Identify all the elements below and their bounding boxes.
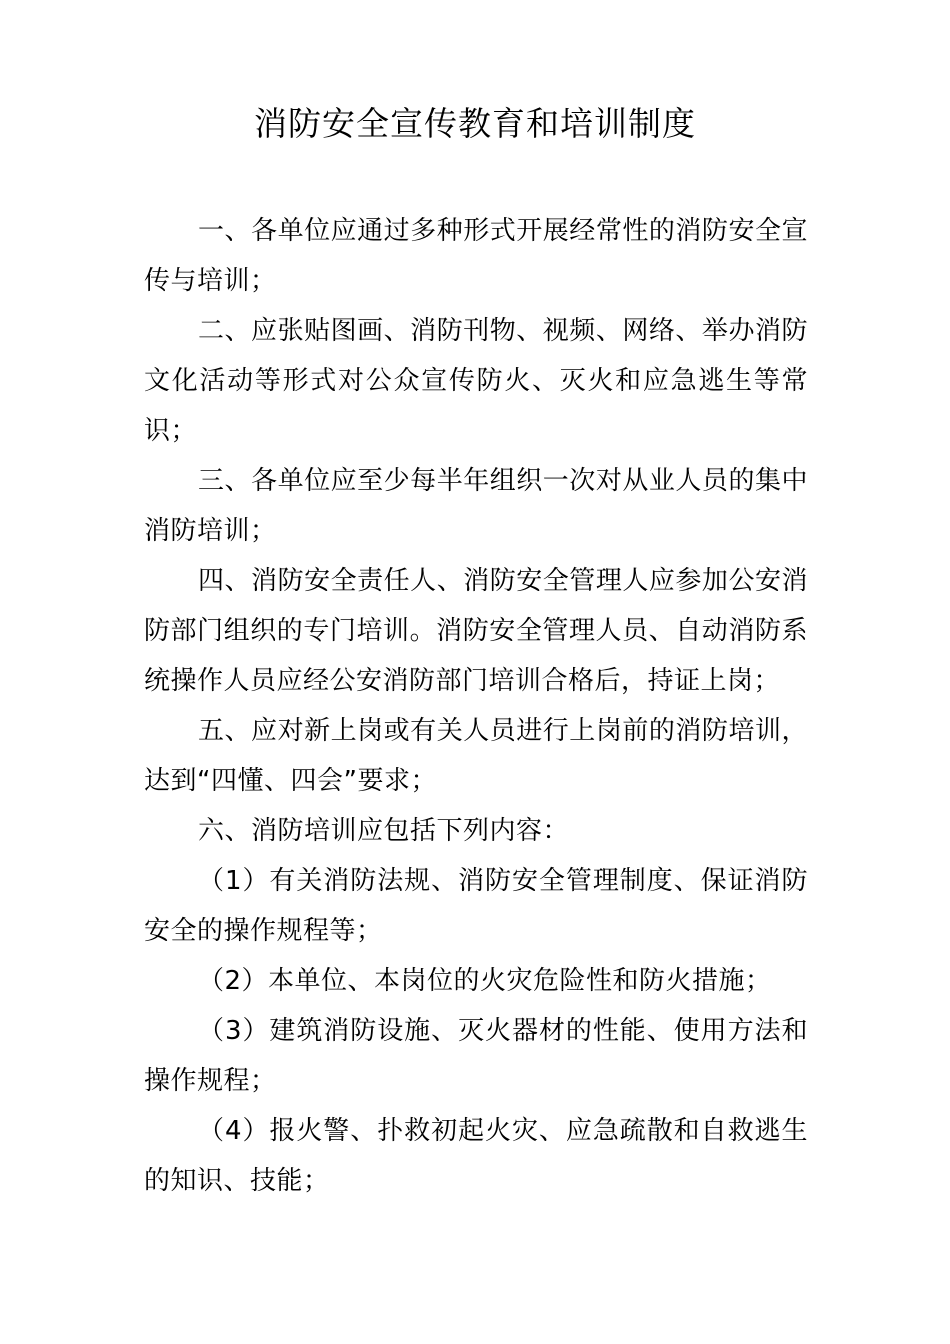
paragraph-6: 六、消防培训应包括下列内容： <box>198 816 570 846</box>
list-item-1: （1）有关消防法规、消防安全管理制度、保证消防安全的操作规程等； <box>144 866 808 946</box>
paragraph-3: 三、各单位应至少每半年组织一次对从业人员的集中消防培训； <box>144 466 808 546</box>
paragraph-2: 二、应张贴图画、消防刊物、视频、网络、举办消防文化活动等形式对公众宣传防火、灭火和应急逃生等常识； <box>144 316 808 446</box>
list-item-3: （3）建筑消防设施、灭火器材的性能、使用方法和操作规程； <box>144 1016 808 1096</box>
list-item-4: （4）报火警、扑救初起火灾、应急疏散和自救逃生的知识、技能； <box>144 1116 808 1196</box>
paragraph-4: 四、消防安全责任人、消防安全管理人应参加公安消防部门组织的专门培训。消防安全管理人员、自动消防系统操作人员应经公安消防部门培训合格后，持证上岗； <box>144 566 808 696</box>
document-body <box>144 206 808 1206</box>
paragraph-5: 五、应对新上岗或有关人员进行上岗前的消防培训，达到“四懂、四会”要求； <box>144 716 808 796</box>
paragraph-1: 一、各单位应通过多种形式开展经常性的消防安全宣传与培训； <box>144 216 808 296</box>
list-item-2: （2）本单位、本岗位的火灾危险性和防火措施； <box>198 966 772 996</box>
document-title: 消防安全宣传教育和培训制度 <box>254 104 696 143</box>
